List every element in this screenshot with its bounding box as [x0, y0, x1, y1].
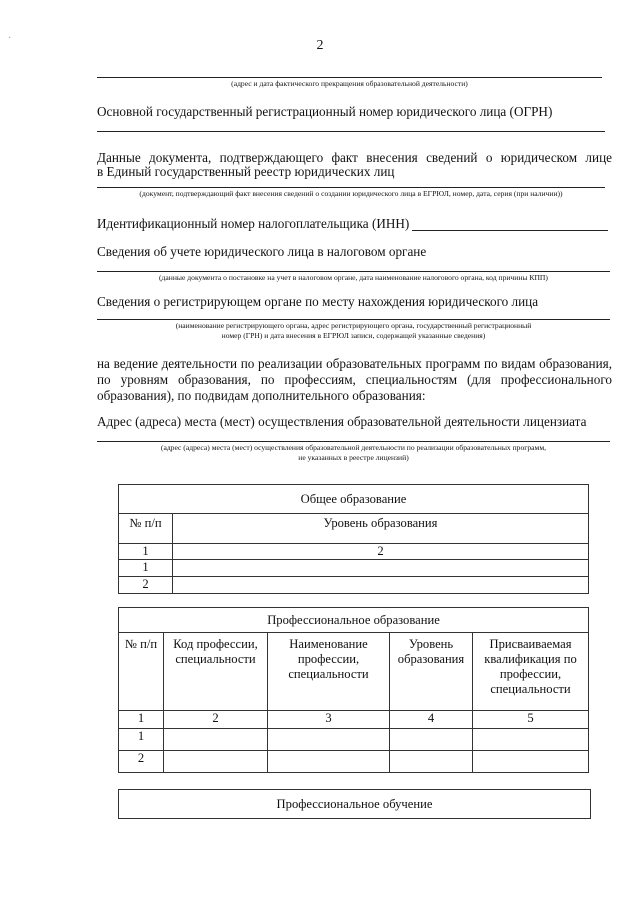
address-caption-2: не указанных в реестре лицензий)	[298, 453, 409, 462]
address-caption-1: (адрес (адреса) места (мест) осуществления образовательной деятельности по реализации образовательных программ,	[160, 443, 547, 452]
prof-index-row	[119, 711, 589, 729]
page-number: 2	[316, 38, 324, 53]
general-index-row	[119, 544, 589, 560]
table-cell[interactable]	[390, 729, 473, 751]
general-col-level: Уровень образования	[173, 514, 589, 544]
general-education-title: Общее образование	[119, 485, 589, 514]
prof-col-name: Наименование профессии, специальности	[268, 633, 390, 711]
inn-label: Идентификационный номер налогоплательщика (ИНН)	[97, 216, 410, 231]
egrul-label-1: Данные документа, подтверждающего факт внесения сведений о юридическом лице	[97, 150, 612, 165]
tax-label: Сведения об учете юридического лица в налоговом органе	[97, 244, 427, 259]
reg-body-label: Сведения о регистрирующем органе по месту нахождения юридического лица	[97, 294, 539, 309]
table-cell: 2	[173, 544, 589, 560]
prof-col-qualification: Присваиваемая квалификация по профессии, специальности	[473, 633, 589, 711]
prof-col-level: Уровень образования	[390, 633, 473, 711]
activity-paragraph: на ведение деятельности по реализации образовательных программ по видам образования, по уровням образования, по профессиям, специальностям (для профессионального образования), по подвидам дополнительного образования:	[97, 356, 612, 403]
tax-line[interactable]	[97, 271, 610, 272]
table-cell: 5	[473, 711, 589, 729]
table-cell: 2	[119, 577, 173, 594]
table-row	[119, 560, 589, 577]
general-education-table	[118, 484, 589, 594]
egrul-caption: (документ, подтверждающий факт внесения сведений о создании юридического лица в ЕГРЮЛ, номер, дата, серия (при наличии))	[139, 189, 563, 198]
table-cell: 1	[119, 729, 164, 751]
table-cell: 4	[390, 711, 473, 729]
table-row	[119, 751, 589, 773]
table-cell: 1	[119, 560, 173, 577]
termination-line	[97, 77, 602, 78]
general-col-num: № п/п	[119, 514, 173, 544]
egrul-label-2: в Единый государственный реестр юридических лиц	[97, 164, 395, 179]
ogrn-line[interactable]	[97, 131, 605, 132]
table-cell: 3	[268, 711, 390, 729]
table-cell[interactable]	[268, 729, 390, 751]
tax-caption: (данные документа о постановке на учет в налоговом органе, дата наименование налогового органа, код причины КПП)	[159, 273, 548, 282]
reg-body-caption-2: номер (ГРН) и дата внесения в ЕГРЮЛ записи, содержащей указанные сведения)	[221, 331, 486, 340]
ogrn-label: Основной государственный регистрационный номер юридического лица (ОГРН)	[97, 104, 553, 119]
address-label: Адрес (адреса) места (мест) осуществления образовательной деятельности лицензиата	[97, 414, 587, 429]
table-cell: 1	[119, 711, 164, 729]
table-cell: 2	[119, 751, 164, 773]
table-cell: 2	[164, 711, 268, 729]
table-row	[119, 577, 589, 594]
table-cell[interactable]	[268, 751, 390, 773]
inn-line[interactable]	[412, 230, 608, 231]
professional-training-title: Профессиональное обучение	[276, 797, 433, 811]
reg-body-caption-1: (наименование регистрирующего органа, адрес регистрирующего органа, государственный регистрационный	[175, 321, 532, 330]
egrul-line[interactable]	[97, 187, 605, 188]
professional-education-title: Профессиональное образование	[119, 608, 589, 633]
prof-col-code: Код профессии, специальности	[164, 633, 268, 711]
table-cell[interactable]	[390, 751, 473, 773]
table-cell[interactable]	[473, 751, 589, 773]
termination-caption: (адрес и дата фактического прекращения образовательной деятельности)	[231, 79, 468, 88]
stray-mark: ·	[8, 33, 12, 44]
table-row	[119, 729, 589, 751]
address-line[interactable]	[97, 441, 610, 442]
table-cell: 1	[119, 544, 173, 560]
table-cell[interactable]	[473, 729, 589, 751]
table-cell[interactable]	[164, 751, 268, 773]
table-cell[interactable]	[173, 560, 589, 577]
table-cell[interactable]	[164, 729, 268, 751]
professional-education-table	[118, 607, 589, 773]
table-cell[interactable]	[173, 577, 589, 594]
reg-body-line[interactable]	[97, 319, 610, 320]
prof-col-num: № п/п	[119, 633, 164, 711]
professional-training-box	[118, 789, 591, 819]
